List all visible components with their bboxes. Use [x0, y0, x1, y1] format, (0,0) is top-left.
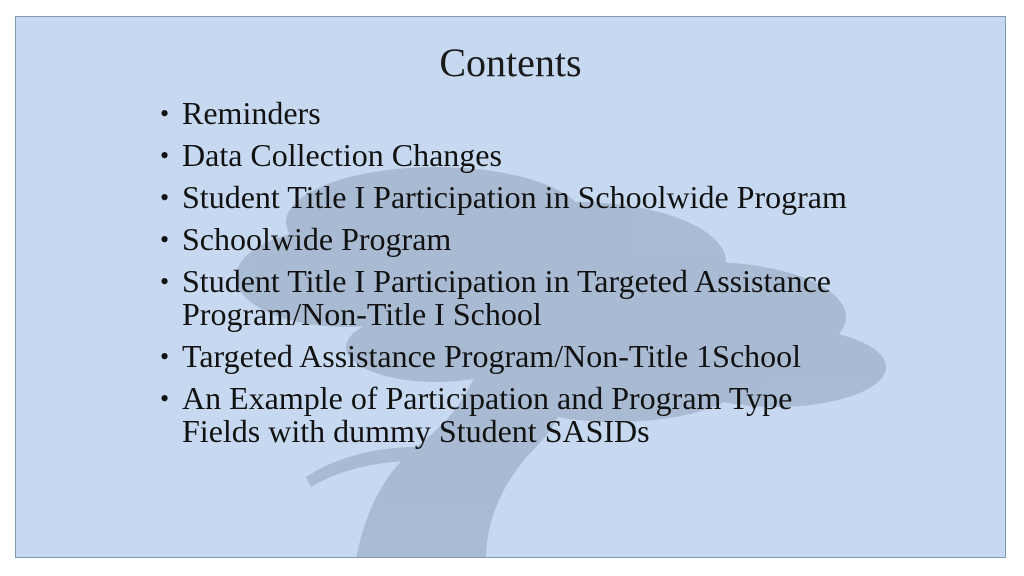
list-item [160, 139, 860, 172]
list-item [160, 97, 860, 130]
list-item-label: Schoolwide Program [182, 221, 452, 257]
bullet-icon: • [160, 342, 170, 371]
list-item-label: Student Title I Participation in Schoolwide Program [182, 179, 847, 215]
list-item [160, 265, 860, 331]
list-item [160, 382, 860, 448]
slide-title: Contents [439, 40, 582, 85]
contents-list [160, 97, 860, 457]
list-item-label: Targeted Assistance Program/Non-Title 1School [182, 338, 802, 374]
list-item-label: Student Title I Participation in Targeted Assistance Program/Non-Title I School [182, 263, 831, 332]
bullet-icon: • [160, 141, 170, 170]
slide [15, 16, 1006, 558]
bullet-icon: • [160, 225, 170, 254]
list-item-label: Reminders [182, 95, 321, 131]
list-item-label: An Example of Participation and Program Type Fields with dummy Student SASIDs [182, 380, 793, 449]
bullet-icon: • [160, 183, 170, 212]
bullet-icon: • [160, 267, 170, 296]
bullet-icon: • [160, 99, 170, 128]
list-item [160, 181, 860, 214]
list-item [160, 223, 860, 256]
list-item [160, 340, 860, 373]
list-item-label: Data Collection Changes [182, 137, 502, 173]
bullet-icon: • [160, 384, 170, 413]
